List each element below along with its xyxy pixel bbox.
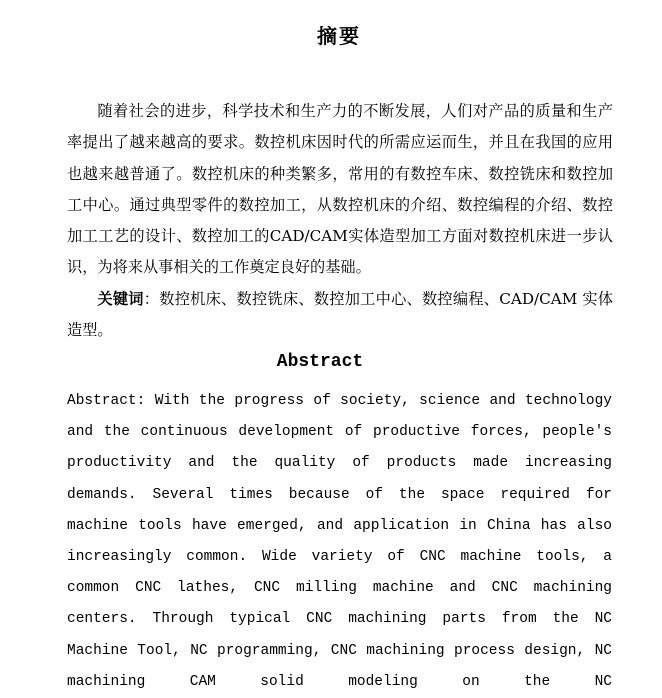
keywords-separator: ： xyxy=(143,289,160,308)
english-abstract-paragraph: Abstract: With the progress of society, science and technology and the continuous development of productive forces, people's productivity and the quality of products made increasing demands. Several times because of the space required for machine tools have emerged, and application in China has also increasingly common. Wide variety of CNC machine tools, a common CNC lathes, CNC milling machine and CNC machining centers. Through typical CNC machining parts from the NC Machine Tool, NC programming, CNC machining process design, NC machining CAM solid modeling on the NC xyxy=(67,393,612,690)
chinese-abstract-body xyxy=(67,96,613,346)
chinese-abstract-title: 摘要 xyxy=(317,24,361,48)
english-abstract-title: Abstract xyxy=(276,352,364,372)
chinese-abstract-paragraph: 随着社会的进步，科学技术和生产力的不断发展，人们对产品的质量和生产率提出了越来越高的要求。数控机床因时代的所需应运而生，并且在我国的应用也越来越普通了。数控机床的种类繁多，常用的有数控车床、数控铣床和数控加工中心。通过典型零件的数控加工，从数控机床的介绍、数控编程的介绍、数控加工工艺的设计、数控加工的CAD/CAM实体造型加工方面对数控机床进一步认识，为将来从事相关的工作奠定良好的基础。 xyxy=(67,102,613,277)
keywords-label: 关键词 xyxy=(97,289,144,308)
english-abstract-body xyxy=(67,386,612,698)
keywords-text: 数控机床、数控铣床、数控加工中心、数控编程、CAD/CAM 实体造型。 xyxy=(67,289,614,340)
keywords-line xyxy=(67,284,613,347)
